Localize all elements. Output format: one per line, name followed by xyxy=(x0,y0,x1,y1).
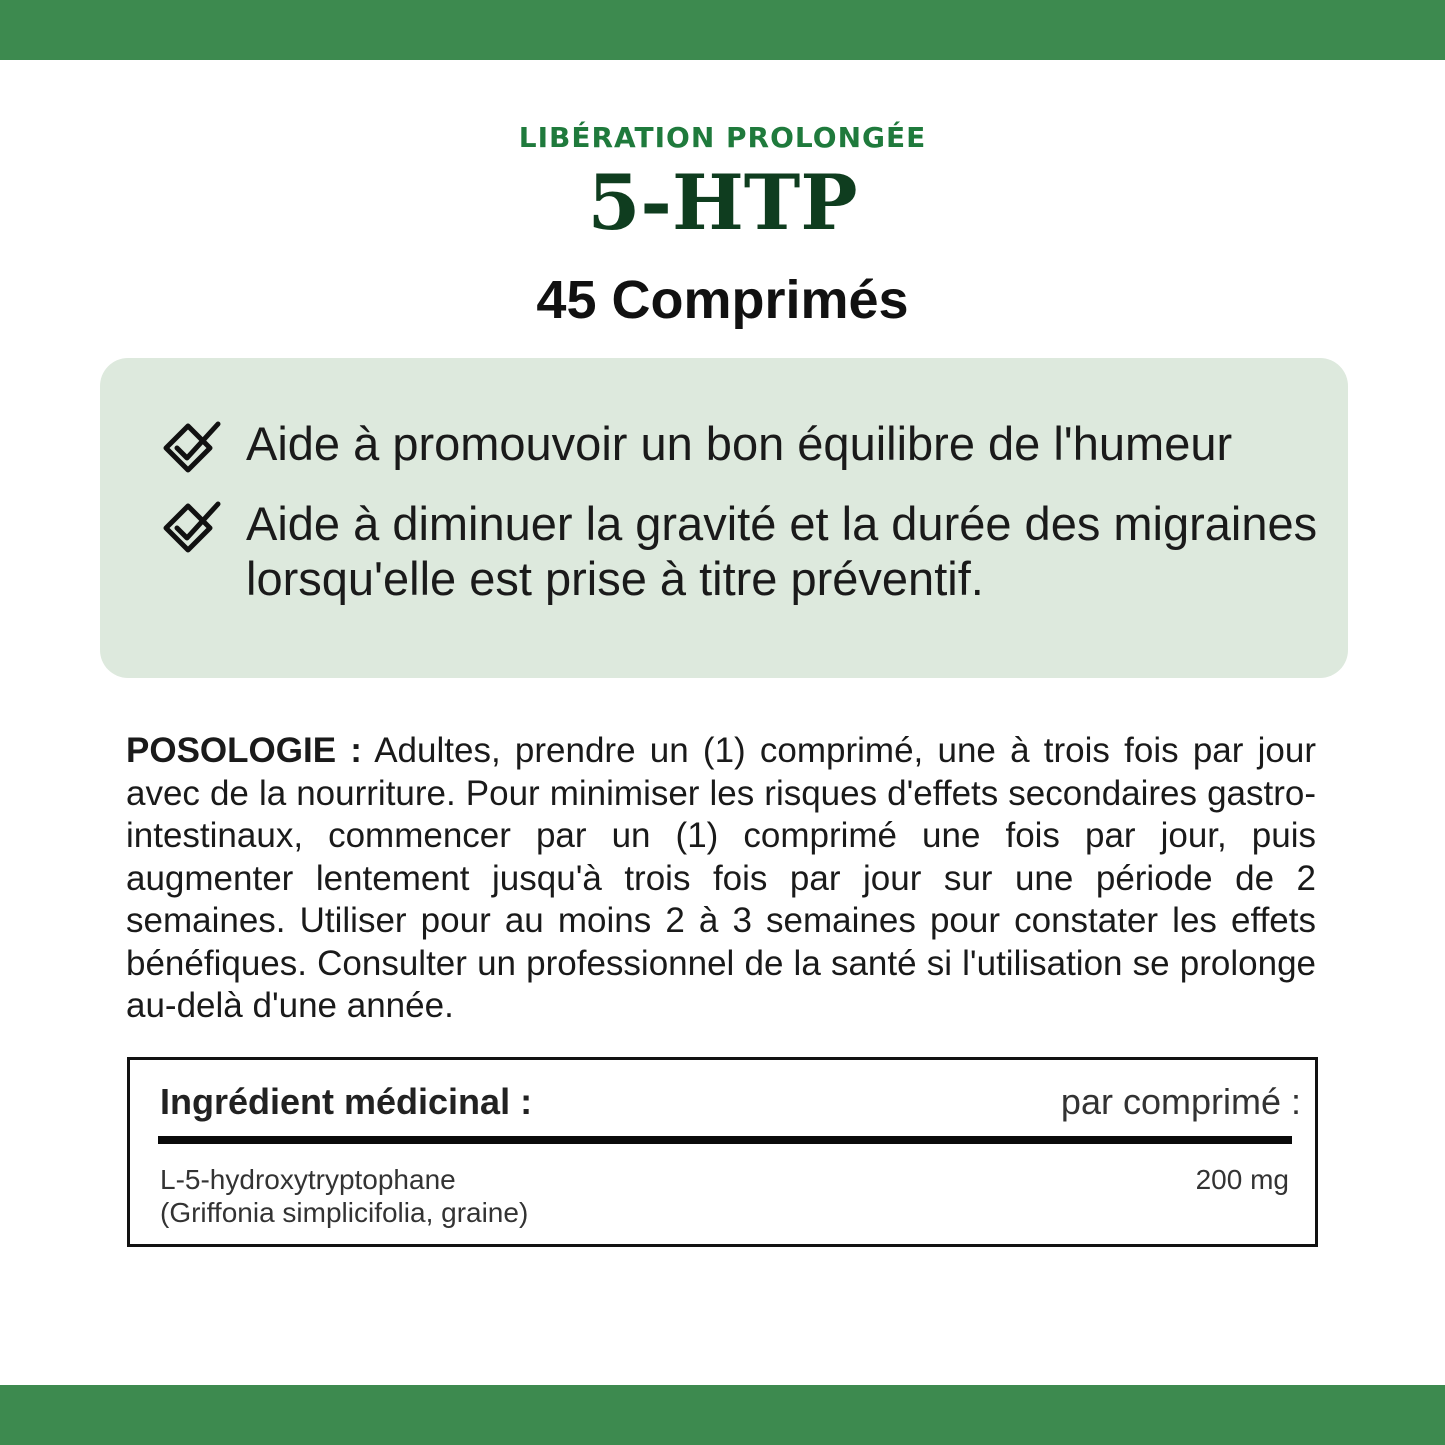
ingredient-name-line: L-5-hydroxytryptophane xyxy=(160,1164,456,1195)
release-type-label: LIBÉRATION PROLONGÉE xyxy=(518,121,927,154)
product-title: 5-HTP xyxy=(587,158,858,247)
bottom-green-band xyxy=(0,1385,1445,1445)
check-diamond-icon xyxy=(158,418,224,480)
posology-paragraph xyxy=(126,730,1316,1028)
posology-label: POSOLOGIE : xyxy=(126,731,362,770)
posology-text: Adultes, prendre un (1) comprimé, une à trois fois par jour avec de la nourriture. Pour minimiser les risques d'effets secondaires gastro-intestinaux, commencer par un (1) comprimé une fois par jour, puis augmenter lentement jusqu'à trois fois par jour sur une période de 2 semaines. Utiliser pour au moins 2 à 3 semaines pour constater les effets bénéfiques. Consulter un professionnel de la santé si l'utilisation se prolonge au-delà d'une année. xyxy=(126,731,1316,1025)
ingredient-name xyxy=(160,1163,528,1229)
ingredients-table xyxy=(127,1057,1318,1247)
top-green-band xyxy=(0,0,1445,60)
per-tablet-header: par comprimé : xyxy=(1060,1081,1301,1122)
table-divider xyxy=(158,1136,1292,1144)
check-diamond-icon xyxy=(158,498,224,560)
tablet-count: 45 Comprimés xyxy=(536,270,909,330)
ingredient-source-line: (Griffonia simplicifolia, graine) xyxy=(160,1197,529,1228)
claim-text: Aide à promouvoir un bon équilibre de l'humeur xyxy=(246,417,1233,470)
claims-panel xyxy=(100,358,1348,678)
ingredient-amount: 200 mg xyxy=(1195,1164,1289,1195)
claim-text: Aide à diminuer la gravité et la durée des migraines lorsqu'elle est prise à titre préventif. xyxy=(246,497,1318,605)
ingredient-header: Ingrédient médicinal : xyxy=(160,1081,533,1122)
